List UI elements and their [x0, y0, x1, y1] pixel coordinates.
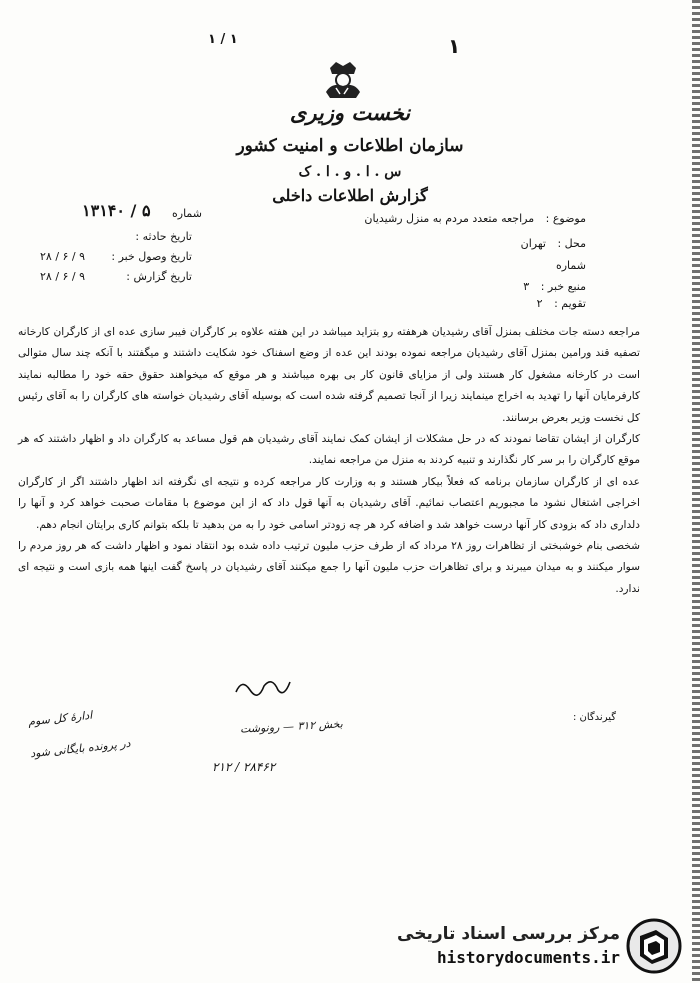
watermark-title: مرکز بررسی اسناد تاریخی [397, 924, 620, 944]
archive-logo-icon [626, 918, 682, 974]
handwritten-note-2: در پرونده بایگانی شود [29, 736, 132, 761]
body-paragraph: مراجعه دسته جات مختلف بمنزل آقای رشیدیان هرهفته رو بتزاید میباشد در این هفته علاوه بر کارگران فیبر سازی عده ای از کارگران کارخانه تصفیه قند ورامین بمنزل آقای رشیدیان مراجعه نموده بودند این عده از وضع اسفناک خود شکایت داشتند و میگفتند با آنکه چند سال متوالی است در کارخانه مشغول کار هستند ولی از مزایای قانون کار بی بهره میباشند و هر موقع که میخواهند حقوق حقه خود را مطالبه نمایند کارفرمایان آنها را تهدید به اخراج مینمایند زیرا از آنجا تصمیم گرفته شده است که بوسیله آقای رشیدیان خواسته های کارگران را به آقای رئیس کل نخست وزیر بعرض برسانند. [18, 326, 640, 424]
corner-mark-right: ۱ / ۱ [208, 32, 238, 47]
news-received-label: تاریخ وصول خبر : [111, 250, 192, 263]
watermark-url: historydocuments.ir [436, 948, 620, 967]
number-label: شماره [172, 207, 203, 220]
letterhead-organization: سازمان اطلاعات و امنیت کشور [236, 136, 464, 156]
document-number: ۱۳۱۴۰ / ۵ [82, 201, 151, 220]
assessment-line [537, 297, 586, 310]
news-received-date: ۲۸ / ۶ / ۹ [40, 250, 86, 263]
body-paragraph: کارگران از ایشان تقاضا نمودند که در حل مشکلات از ایشان کمک نمایند آقای رشیدیان هم قول مساعد به کارگران داد و اظهار داشتند که هر موقع کارگران را بر سر کار نگذارند و تنبیه کردند به منزل من مراجعه نمایند. [18, 433, 640, 467]
report-body [18, 322, 640, 600]
handwritten-note-4: ۲۱۲ / ۲۸۴۶۲ [212, 760, 276, 774]
location-value: تهران [520, 237, 546, 250]
lion-and-sun-emblem-icon [318, 58, 368, 102]
report-date: ۲۸ / ۶ / ۹ [40, 270, 86, 283]
report-date-label: تاریخ گزارش : [126, 270, 192, 283]
watermark [397, 918, 682, 974]
signature-scribble-icon [232, 672, 292, 702]
incident-date-label: تاریخ حادثه : [135, 230, 192, 243]
subject-value: مراجعه متعدد مردم به منزل رشیدیان [364, 212, 535, 225]
scan-edge-noise [692, 0, 700, 983]
source-number-label: شماره [555, 259, 586, 272]
letterhead-office: نخست وزیری [289, 100, 411, 125]
subject-line [364, 212, 586, 225]
location-label: محل : [557, 237, 586, 250]
handwritten-note-1: ادارهٔ کل سوم [27, 708, 93, 729]
assessment-value: ۲ [536, 297, 543, 310]
source-line [523, 280, 586, 293]
subject-label: موضوع : [545, 212, 586, 225]
corner-mark-left: ۱ [448, 34, 461, 58]
deliverers-label: گیرندگان : [572, 712, 616, 723]
handwritten-note-3: بخش ۳۱۲ — رونوشت [239, 717, 344, 736]
letterhead-report-type: گزارش اطلاعات داخلی [272, 186, 428, 205]
body-paragraph: شخصی بنام خوشبختی از تظاهرات روز ۲۸ مرداد که از طرف حزب ملیون ترتیب داده شده بود انتقاد نمود و اظهار داشت که هر روز مردم را سوار میکنند و به میدان میبرند و برای تظاهرات حزب ملیون آنها را جمع میکنند آقای رشیدیان در پاسخ گفت اینها همه بازی است و نتیجه ای ندارد. [18, 540, 640, 595]
body-paragraph: عده ای از کارگران سازمان برنامه که فعلاً بیکار هستند و به وزارت کار مراجعه کرده و نتیجه ای نگرفته اند اظهار داشتند اگر از کارگران اخراجی اشتغال نشود ما مجبوریم اعتصاب نمائیم. آقای رشیدیان به آنها قول داد که از این موضوع با مقامات صحبت خواهد کرد و آنها را دلداری داد که بزودی کار آنها درست خواهد شد و اضافه کرد هر چه زودتر اسامی خود را به من بدهید تا بلکه بتوانم کاری برایتان انجام دهم. [18, 475, 640, 531]
assessment-label: تقویم : [554, 297, 586, 310]
source-label: منبع خبر : [540, 280, 586, 293]
location-line [521, 237, 586, 250]
source-value: ۳ [523, 280, 530, 293]
letterhead-code: س . ا . و . ا . ک [298, 164, 402, 180]
